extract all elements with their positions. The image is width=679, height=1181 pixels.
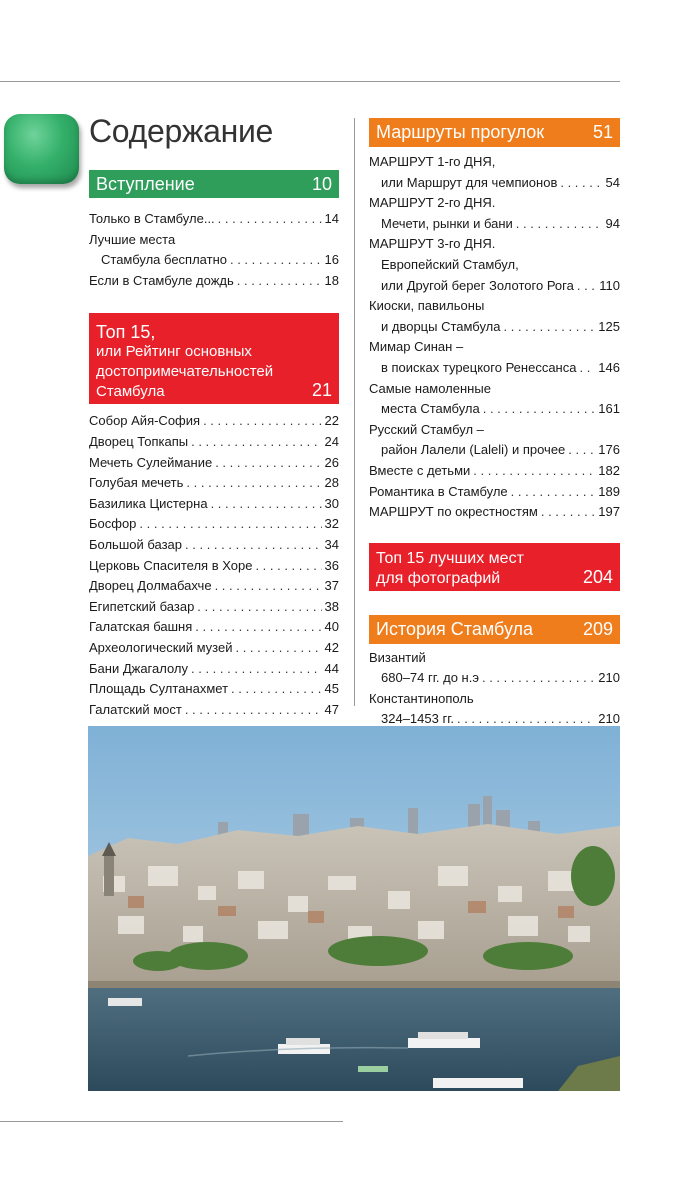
toc-entry[interactable] [89, 638, 339, 659]
entry-page: 45 [324, 681, 339, 697]
toc-entry[interactable] [369, 296, 620, 337]
leader-dots [139, 514, 321, 535]
section-header-walking-routes[interactable] [369, 118, 620, 147]
leader-dots [197, 597, 321, 618]
entry-text: Мечеть Сулеймание [89, 454, 213, 470]
entry-text: Константинополь [369, 690, 474, 706]
entry-text: Бани Джагалолу [89, 660, 188, 676]
leader-dots [235, 638, 321, 659]
toc-entry[interactable] [89, 597, 339, 618]
entry-page: 44 [324, 660, 339, 676]
section-title-line: Топ 15 лучших мест [376, 549, 524, 567]
entry-text: Лучшие места [89, 231, 176, 247]
section-page: 209 [582, 618, 613, 639]
entry-page: 189 [598, 483, 620, 499]
entry-page: 37 [324, 578, 339, 594]
section-title: История Стамбула [376, 618, 534, 639]
entry-text: Дворец Топкапы [89, 433, 189, 449]
entry-text: в поисках турецкого Ренессанса [381, 359, 577, 375]
section-page: 204 [582, 566, 613, 587]
entry-text: или Другой берег Золотого Рога [381, 277, 574, 293]
entry-page: 110 [599, 277, 620, 293]
entry-page: 210 [598, 670, 620, 686]
entry-page: 146 [598, 359, 620, 375]
bottom-rule [0, 1121, 343, 1122]
leader-dots [504, 317, 596, 338]
leader-dots [237, 271, 322, 292]
toc-entry[interactable] [89, 209, 339, 230]
entry-text: Романтика в Стамбуле [369, 483, 508, 499]
toc-entry[interactable] [369, 648, 620, 689]
toc-entry[interactable] [89, 453, 339, 474]
entry-text: Археологический музей [89, 639, 233, 655]
entry-page: 26 [324, 454, 339, 470]
toc-entry[interactable] [89, 535, 339, 556]
toc-entry[interactable] [369, 234, 620, 296]
entry-text: Галатский мост [89, 701, 182, 717]
toc-entry[interactable] [89, 494, 339, 515]
toc-entry[interactable] [89, 230, 339, 271]
entry-text: места Стамбула [381, 401, 480, 417]
entry-page: 125 [598, 318, 620, 334]
section-title [96, 323, 273, 401]
entry-page: 182 [598, 462, 620, 478]
entry-text: Базилика Цистерна [89, 495, 208, 511]
leader-dots [482, 668, 595, 689]
toc-entry[interactable] [369, 482, 620, 503]
page-title: Содержание [89, 113, 274, 149]
entry-page: 42 [324, 639, 339, 655]
toc-entry[interactable] [89, 271, 339, 292]
entry-page: 40 [324, 619, 339, 635]
entry-text: Стамбула бесплатно [101, 252, 227, 268]
leader-dots [203, 411, 321, 432]
section-header-photo-spots[interactable] [369, 543, 620, 591]
entry-text: Церковь Спасителя в Хоре [89, 557, 253, 573]
toc-entry[interactable] [369, 420, 620, 461]
entry-list [89, 411, 339, 720]
entry-text: Вместе с детьми [369, 462, 471, 478]
section-header-introduction[interactable] [89, 170, 339, 198]
entry-page: 197 [598, 504, 620, 520]
leader-dots [191, 432, 321, 453]
leader-dots [516, 214, 603, 235]
toc-entry[interactable] [89, 576, 339, 597]
leader-dots [230, 250, 322, 271]
entry-text: МАРШРУТ 2-го ДНЯ. [369, 195, 496, 211]
top-rule [0, 81, 620, 82]
entry-text: Площадь Султанахмет [89, 681, 229, 697]
entry-page: 22 [324, 413, 339, 429]
toc-entry[interactable] [369, 379, 620, 420]
entry-page: 32 [324, 516, 339, 532]
entry-text: и дворцы Стамбула [381, 318, 501, 334]
entry-text: Русский Стамбул – [369, 421, 484, 437]
entry-text: Мимар Синан – [369, 339, 464, 355]
section-title-line: достопримечательностей [96, 363, 274, 381]
section-page: 21 [311, 380, 332, 401]
entry-page: 24 [324, 433, 339, 449]
entry-text: МАРШРУТ по окрестностям [369, 504, 538, 520]
leader-dots [483, 399, 596, 420]
toc-entry[interactable] [369, 152, 620, 193]
entry-page: 176 [598, 442, 620, 458]
leader-dots [191, 659, 322, 680]
entry-list [369, 152, 620, 523]
leader-dots [560, 173, 602, 194]
entry-text: Мечети, рынки и бани [381, 215, 513, 231]
entry-page: 28 [324, 475, 339, 491]
entry-text: МАРШРУТ 1-го ДНЯ, [369, 154, 496, 169]
entry-page: 47 [324, 701, 339, 717]
section-title [376, 548, 524, 588]
entry-text: Большой базар [89, 536, 183, 552]
toc-entry[interactable] [89, 432, 339, 453]
section-title: Вступление [96, 173, 195, 194]
toc-entry[interactable] [369, 193, 620, 234]
entry-page: 36 [324, 557, 339, 573]
entry-page: 210 [598, 711, 620, 727]
entry-text: 324–1453 гг. [381, 711, 454, 727]
leader-dots [579, 358, 595, 379]
toc-entry[interactable] [89, 411, 339, 432]
entry-page: 30 [324, 495, 339, 511]
entry-text: Галатская башня [89, 619, 193, 635]
toc-entry[interactable] [369, 502, 620, 523]
leader-dots [568, 440, 595, 461]
section-page: 51 [592, 122, 613, 142]
leader-dots [215, 576, 322, 597]
entry-text: Только в Стамбуле... [89, 211, 215, 226]
entry-page: 94 [605, 215, 620, 231]
entry-text: Собор Айя-София [89, 413, 201, 429]
entry-page: 38 [324, 598, 339, 614]
section-page: 10 [311, 173, 332, 194]
toc-entry[interactable] [369, 689, 620, 730]
entry-text: Если в Стамбуле дождь [89, 272, 234, 288]
leader-dots [577, 276, 596, 297]
toc-entry[interactable] [89, 514, 339, 535]
section-header-history[interactable] [369, 615, 620, 644]
section-title-line: для фотографий [376, 569, 501, 587]
entry-page: 161 [598, 401, 620, 417]
entry-text: Самые намоленные [369, 380, 491, 396]
section-header-top15[interactable] [89, 313, 339, 404]
entry-page: 16 [324, 252, 339, 268]
leader-dots [255, 556, 321, 577]
toc-entry[interactable] [89, 617, 339, 638]
toc-left-column [89, 170, 339, 720]
istanbul-panorama-photo [88, 726, 620, 1091]
entry-text: МАРШРУТ 3-го ДНЯ. [369, 236, 496, 252]
leader-dots [186, 473, 321, 494]
entry-text: Дворец Долмабахче [89, 578, 212, 594]
section-title-line: или Рейтинг основных [96, 343, 252, 361]
toc-entry[interactable] [89, 659, 339, 680]
leader-dots [541, 502, 595, 523]
section-title-line: Топ 15, [96, 322, 156, 343]
entry-page: 14 [324, 211, 339, 226]
entry-list [89, 209, 339, 291]
leader-dots [511, 482, 596, 503]
leader-dots [185, 700, 322, 721]
toc-entry[interactable] [89, 556, 339, 577]
entry-text: Европейский Стамбул, [381, 256, 519, 272]
toc-right-column [369, 118, 620, 771]
leader-dots [218, 209, 322, 230]
entry-text: Египетский базар [89, 598, 195, 614]
leader-dots [473, 461, 595, 482]
entry-text: Голубая мечеть [89, 475, 184, 491]
leader-dots [215, 453, 321, 474]
entry-page: 18 [324, 272, 339, 288]
leader-dots [231, 679, 322, 700]
leader-dots [185, 535, 322, 556]
entry-text: или Маршрут для чемпионов [381, 174, 558, 190]
entry-text: Босфор [89, 516, 137, 532]
entry-page: 34 [324, 536, 339, 552]
entry-text: 680–74 гг. до н.э [381, 670, 479, 686]
toc-entry[interactable] [89, 473, 339, 494]
entry-text: район Лалели (Laleli) и прочее [381, 442, 566, 458]
column-divider [354, 118, 355, 706]
toc-entry[interactable] [369, 337, 620, 378]
leader-dots [195, 617, 321, 638]
leader-dots [211, 494, 322, 515]
section-title: Маршруты прогулок [376, 122, 545, 142]
section-title-line: Стамбула [96, 383, 165, 401]
toc-entry[interactable] [369, 461, 620, 482]
entry-text: Киоски, павильоны [369, 298, 485, 314]
entry-text: Византий [369, 649, 426, 665]
toc-entry[interactable] [89, 679, 339, 700]
entry-page: 54 [605, 174, 620, 190]
chapter-badge-icon [4, 114, 79, 184]
toc-entry[interactable] [89, 700, 339, 721]
